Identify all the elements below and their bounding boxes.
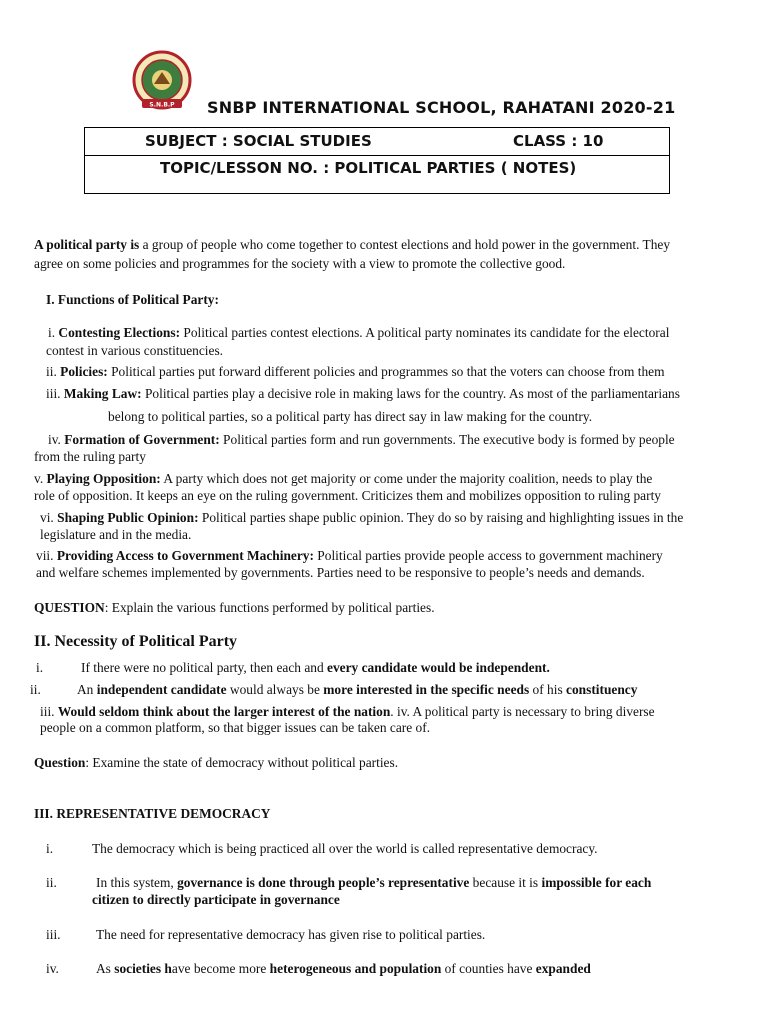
school-name: SNBP INTERNATIONAL SCHOOL, RAHATANI 2020-21 — [207, 98, 676, 117]
function-item: ii. Policies: Political parties put forward different policies and programmes so that the voters can choose from them — [46, 364, 665, 379]
rep-item: The democracy which is being practiced all over the world is called representative democracy. — [92, 841, 598, 856]
function-item-cont: role of opposition. It keeps an eye on the ruling government. Criticizes them and mobilizes opposition to ruling party — [34, 488, 661, 503]
section3-heading: III. REPRESENTATIVE DEMOCRACY — [34, 806, 271, 821]
function-item-cont: legislature and in the media. — [40, 527, 192, 542]
rep-item-num: iv. — [46, 961, 59, 976]
necessity-item-num: ii. — [30, 682, 41, 697]
function-item-cont: belong to political parties, so a political party has direct say in law making for the country. — [108, 409, 593, 424]
question-1: QUESTION: Explain the various functions performed by political parties. — [34, 600, 435, 615]
function-item: vi. Shaping Public Opinion: Political parties shape public opinion. They do so by raising and highlighting issues in the — [40, 510, 684, 525]
function-item-cont: contest in various constituencies. — [46, 343, 224, 358]
section2-heading: II. Necessity of Political Party — [34, 633, 238, 650]
function-item-cont: and welfare schemes implemented by governments. Parties need to be responsive to people’s needs and demands. — [36, 565, 645, 580]
function-item: vii. Providing Access to Government Machinery: Political parties provide people access to government machinery — [36, 548, 663, 563]
class-label: CLASS : 10 — [513, 132, 604, 150]
necessity-item: iii. Would seldom think about the larger interest of the nation. iv. A political party is necessary to bring diverse — [40, 704, 655, 719]
function-item: i. Contesting Elections: Political parties contest elections. A political party nominates its candidate for the electoral — [48, 325, 670, 340]
header-divider — [84, 155, 670, 156]
topic-label: TOPIC/LESSON NO. : POLITICAL PARTIES ( NOTES) — [160, 159, 577, 177]
necessity-item: An independent candidate would always be more interested in the specific needs of his constituency — [77, 682, 638, 697]
function-item: iv. Formation of Government: Political parties form and run governments. The executive body is formed by people — [48, 432, 675, 447]
logo-text: S.N.B.P — [149, 101, 175, 109]
rep-item-cont: citizen to directly participate in governance — [92, 892, 340, 907]
function-item: iii. Making Law: Political parties play a decisive role in making laws for the country. As most of the parliamentarians — [46, 386, 680, 401]
question-2: Question: Examine the state of democracy without political parties. — [34, 755, 399, 770]
intro-line-2: agree on some policies and programmes for the society with a view to promote the collective good. — [34, 256, 566, 271]
section1-heading: I. Functions of Political Party: — [46, 292, 219, 307]
intro-line-1: A political party is a group of people who come together to contest elections and hold power in the government. They — [34, 237, 671, 252]
necessity-item-cont: people on a common platform, so that bigger issues can be taken care of. — [40, 720, 431, 735]
rep-item: As societies have become more heterogeneous and population of counties have expanded — [96, 961, 591, 976]
rep-item-num: ii. — [46, 875, 57, 890]
necessity-item-num: i. — [36, 660, 44, 675]
necessity-item: If there were no political party, then each and every candidate would be independent. — [81, 660, 550, 675]
rep-item: In this system, governance is done through people’s representative because it is impossible for each — [96, 875, 652, 890]
rep-item-num: i. — [46, 841, 54, 856]
rep-item-num: iii. — [46, 927, 61, 942]
function-item: v. Playing Opposition: A party which does not get majority or come under the majority coalition, needs to play the — [34, 471, 653, 486]
rep-item: The need for representative democracy has given rise to political parties. — [96, 927, 486, 942]
function-item-cont: from the ruling party — [34, 449, 146, 464]
school-logo — [132, 50, 192, 110]
subject-label: SUBJECT : SOCIAL STUDIES — [145, 132, 372, 150]
